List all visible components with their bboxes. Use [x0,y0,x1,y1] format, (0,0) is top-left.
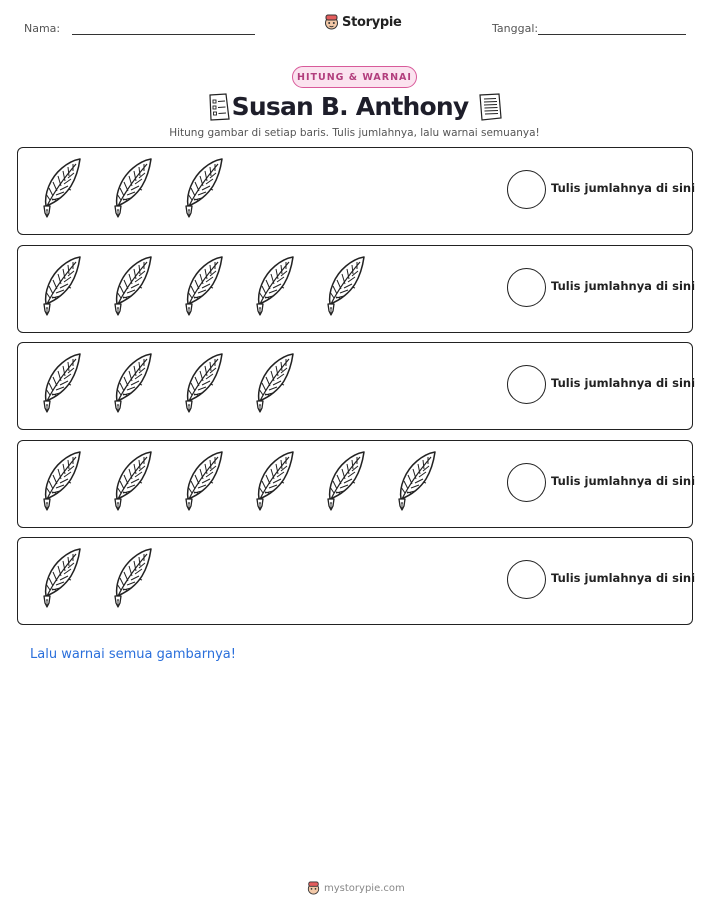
feather-quill-pen-icon [243,254,314,320]
feather-quill-pen-icon [101,351,172,417]
feather-quill-pen-icon [101,449,172,515]
feather-group [30,546,172,612]
answer-circle[interactable] [507,268,546,307]
feather-quill-pen-icon [172,449,243,515]
feather-quill-pen-icon [30,254,101,320]
title-row [0,92,709,124]
answer-label: Tulis jumlahnya di sini [551,278,696,293]
feather-quill-pen-icon [30,449,101,515]
activity-badge: HITUNG & WARNAI [292,66,417,88]
feather-group [30,254,385,320]
instructions: Hitung gambar di setiap baris. Tulis jumlahnya, lalu warnai semuanya! [169,127,540,139]
feather-group [30,449,456,515]
footer-instruction: Lalu warnai semua gambarnya! [30,647,236,662]
date-label: Tanggal: [492,22,539,35]
name-label: Nama: [24,22,61,35]
feather-quill-pen-icon [314,254,385,320]
feather-quill-pen-icon [385,449,456,515]
feather-quill-pen-icon [172,351,243,417]
date-line [538,34,686,35]
header-bar [0,12,709,42]
document-list-icon [206,92,233,122]
feather-quill-pen-icon [243,449,314,515]
feather-quill-pen-icon [101,254,172,320]
name-line [72,34,255,35]
answer-label: Tulis jumlahnya di sini [551,181,696,195]
answer-circle[interactable] [507,365,546,404]
storypie-mascot-icon [307,881,320,895]
answer-circle[interactable] [507,463,546,502]
page-title: Susan B. Anthony [231,92,469,121]
site-url: mystorypie.com [324,882,405,894]
storypie-mascot-icon [324,14,339,30]
counting-row [17,342,696,430]
answer-label: Tulis jumlahnya di sini [551,473,696,488]
answer-circle[interactable] [507,170,546,209]
newspaper-icon [477,92,504,122]
counting-row [17,147,696,235]
feather-quill-pen-icon [172,156,243,222]
counting-row [17,245,696,333]
answer-circle[interactable] [507,560,546,599]
feather-quill-pen-icon [101,156,172,222]
feather-group [30,351,314,417]
feather-quill-pen-icon [243,351,314,417]
counting-rows [17,147,696,635]
feather-quill-pen-icon [30,351,101,417]
feather-quill-pen-icon [172,254,243,320]
counting-row [17,440,696,528]
brand-name: Storypie [342,14,402,30]
feather-quill-pen-icon [30,546,101,612]
feather-quill-pen-icon [101,546,172,612]
counting-row [17,537,696,625]
site-footer [307,881,405,895]
answer-label: Tulis jumlahnya di sini [551,376,696,390]
storypie-logo [324,14,402,30]
feather-quill-pen-icon [314,449,385,515]
answer-label: Tulis jumlahnya di sini [551,571,696,585]
feather-group [30,156,243,222]
feather-quill-pen-icon [30,156,101,222]
